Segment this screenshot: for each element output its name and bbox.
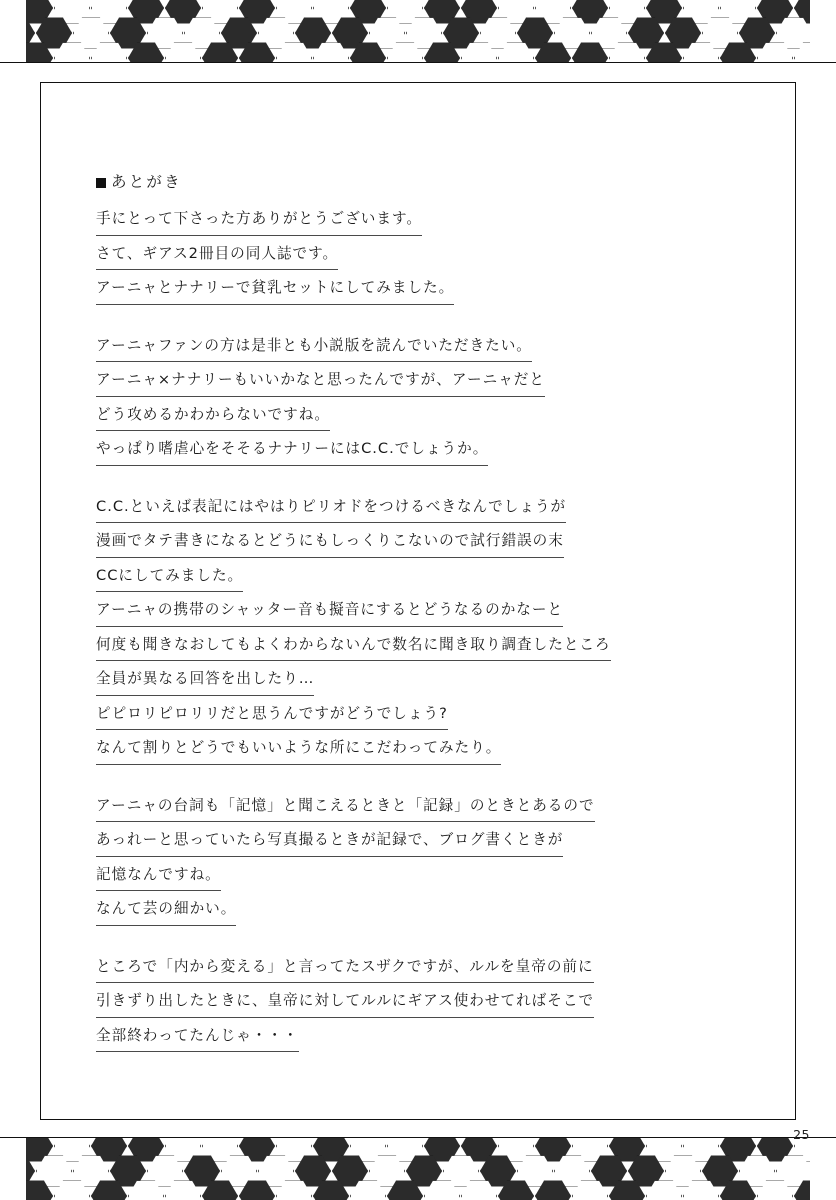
hexagon-tile	[387, 1180, 423, 1200]
text-line: 引きずり出したときに、皇帝に対してルルにギアス使わせてればそこで	[96, 987, 594, 1018]
hexagon-tile	[128, 42, 164, 62]
band-mask-right	[810, 0, 836, 62]
text-line: アーニャとナナリーで貧乳セットにしてみました。	[96, 274, 454, 305]
band-mask-left	[0, 1138, 26, 1200]
hexagon-tile	[757, 42, 793, 62]
hexagon-tile	[91, 1180, 127, 1200]
hexagon-tile	[424, 1180, 460, 1200]
band-mask-right	[810, 1138, 836, 1200]
text-line: 全員が異なる回答を出したり…	[96, 665, 314, 696]
text-line: 漫画でタテ書きになるとどうにもしっくりこないので試行錯誤の末	[96, 527, 564, 558]
paragraph-anya-fans	[96, 332, 776, 470]
hexagon-tile	[461, 1180, 497, 1200]
hexagon-tile	[572, 42, 608, 62]
hexagon-tile	[535, 42, 571, 62]
hexagon-tile	[165, 1180, 201, 1200]
text-line: なんて割りとどうでもいいような所にこだわってみたり。	[96, 734, 501, 765]
text-line: アーニャ×ナナリーもいいかなと思ったんですが、アーニャだと	[96, 366, 545, 397]
hexagon-tile	[683, 42, 719, 62]
hexagon-tile	[202, 42, 238, 62]
hexagon-tile	[424, 42, 460, 62]
band-mask-left	[0, 0, 26, 62]
band-edge-top	[0, 62, 836, 63]
hexagon-tile	[609, 42, 645, 62]
hexagon-tile	[276, 1180, 312, 1200]
hexagon-tile	[572, 1180, 608, 1200]
hexagon-tile	[202, 1180, 238, 1200]
text-line: CCにしてみました。	[96, 562, 243, 593]
hexagon-tile	[720, 42, 756, 62]
hexagon-tile	[350, 1180, 386, 1200]
hex-row	[0, 42, 836, 62]
text-line: アーニャの台詞も「記憶」と聞こえるときと「記録」のときとあるので	[96, 792, 595, 823]
decorative-hex-band-bottom	[0, 1138, 836, 1200]
text-line: なんて芸の細かい。	[96, 895, 236, 926]
text-line: 記憶なんですね。	[96, 861, 221, 892]
hexagon-tile	[54, 42, 90, 62]
hexagon-tile	[387, 42, 423, 62]
hexagon-tile	[461, 42, 497, 62]
text-line: 全部終わってたんじゃ・・・	[96, 1022, 299, 1053]
text-line: やっぱり嗜虐心をそそるナナリーにはC.C.でしょうか。	[96, 435, 488, 466]
text-line: アーニャファンの方は是非とも小説版を読んでいただきたい。	[96, 332, 532, 363]
hexagon-tile	[720, 1180, 756, 1200]
hex-row	[0, 1180, 836, 1200]
hexagon-tile	[683, 1180, 719, 1200]
decorative-hex-band-top	[0, 0, 836, 62]
paragraph-cc-notation	[96, 493, 776, 769]
hexagon-tile	[498, 1180, 534, 1200]
afterword-body	[96, 170, 776, 1079]
hexagon-tile	[350, 42, 386, 62]
hexagon-tile	[498, 42, 534, 62]
paragraph-suzaku	[96, 953, 776, 1057]
hexagon-tile	[54, 1180, 90, 1200]
hexagon-tile	[91, 42, 127, 62]
text-line: あっれーと思っていたら写真撮るときが記録で、ブログ書くときが	[96, 826, 563, 857]
text-line: ところで「内から変える」と言ってたスザクですが、ルルを皇帝の前に	[96, 953, 594, 984]
hexagon-tile	[757, 1180, 793, 1200]
hexagon-tile	[239, 1180, 275, 1200]
text-line: アーニャの携帯のシャッター音も擬音にするとどうなるのかなーと	[96, 596, 563, 627]
square-bullet-icon	[96, 178, 106, 188]
paragraph-intro	[96, 205, 776, 309]
page-title	[96, 170, 776, 192]
hexagon-tile	[535, 1180, 571, 1200]
hexagon-tile	[165, 42, 201, 62]
hexagon-tile	[239, 42, 275, 62]
hexagon-tile	[128, 1180, 164, 1200]
hexagon-tile	[609, 1180, 645, 1200]
hexagon-tile	[313, 1180, 349, 1200]
text-line: C.C.といえば表記にはやはりピリオドをつけるべきなんでしょうが	[96, 493, 566, 524]
hexagon-tile	[313, 42, 349, 62]
paragraph-anya-lines	[96, 792, 776, 930]
text-line: 何度も聞きなおしてもよくわからないんで数名に聞き取り調査したところ	[96, 631, 611, 662]
text-line: ピピロリピロリリだと思うんですがどうでしょう?	[96, 700, 448, 731]
text-line: どう攻めるかわからないですね。	[96, 401, 330, 432]
page-title-text: あとがき	[111, 173, 182, 191]
hexagon-tile	[276, 42, 312, 62]
text-line: 手にとって下さった方ありがとうございます。	[96, 205, 422, 236]
hexagon-tile	[646, 42, 682, 62]
text-line: さて、ギアス2冊目の同人誌です。	[96, 240, 338, 271]
hexagon-tile	[646, 1180, 682, 1200]
page-number: 25	[793, 1127, 810, 1142]
